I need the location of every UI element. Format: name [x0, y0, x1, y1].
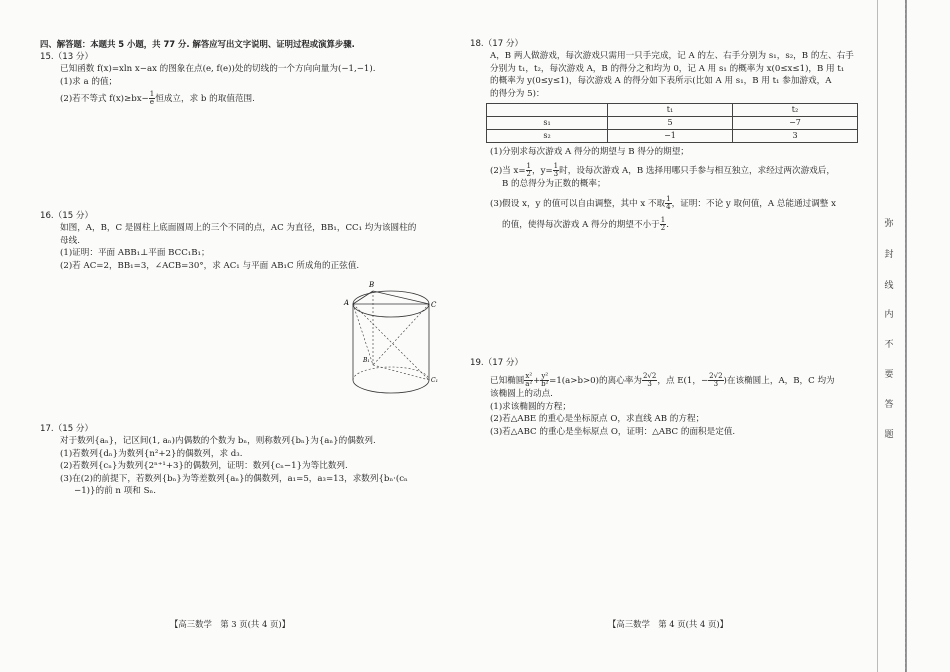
q18-stem-3: 的概率为 y(0≤y≤1)，每次游戏 A 的得分如下表所示(比如 A 用 s₁，B 用 t₁ 参加游戏，A [490, 76, 832, 87]
q15-head: 15.（13 分） [40, 52, 94, 62]
q18-head: 18.（17 分） [470, 39, 524, 49]
q19-part1: (1)求该椭圆的方程； [490, 401, 571, 412]
question-17 [40, 423, 435, 498]
q19-frac-y2: $\frac{\text{y²}}{\text{b²}}$ [541, 372, 549, 389]
footer-page-4: 【高三数学 第 4 页(共 4 页)】 [608, 619, 728, 629]
binding-char: 线 [884, 281, 894, 291]
question-18 [470, 38, 865, 232]
q15-part1: (1)求 a 的值； [60, 76, 118, 87]
table-cell: s₂ [487, 130, 608, 143]
fig-label-b: B [369, 281, 375, 289]
binding-char: 弥 [884, 219, 894, 229]
table-cell [487, 104, 608, 117]
q18-part2: (2)当 x= $\frac{1}{2}$ ，y= $\frac{1}{3}$ 时，设每次游戏 A，B 选择用哪只手参与相互独立，求经过两次游戏后， [490, 161, 835, 178]
q18-part3: (3)假设 x，y 的值可以自由调整，其中 x 不取 $\frac{1}{4}$ ，证明：不论 y 取何值，A 总能通过调整 x [490, 195, 836, 212]
q19-frac-x2: $\frac{\text{x²}}{\text{a²}}$ [525, 372, 533, 389]
q16-head: 16.（15 分） [40, 211, 94, 221]
q16-stem-2: 母线. [60, 235, 80, 246]
q15-part2-a: (2)若不等式 f(x)≥bx− [60, 94, 149, 105]
q15-fraction: $\frac{1}{e}$ [149, 90, 155, 107]
q19-part3: (3)若△ABC 的重心是坐标原点 O，证明：△ABC 的面积是定值. [490, 426, 736, 437]
q15-part2 [40, 91, 435, 106]
fig-label-c: C [431, 301, 437, 309]
q18-frac-quarter: $\frac{1}{4}$ [666, 195, 671, 212]
binding-char: 封 [884, 250, 894, 260]
q15-stem: 已知函数 f(x)=xln x−ax 的图象在点(e, f(e))处的切线的一个方向向量为(−1,−1). [60, 64, 376, 75]
q16-part1: (1)证明：平面 ABB₁⊥平面 BCC₁B₁； [60, 248, 210, 259]
fig-label-b1: B₁ [363, 357, 370, 364]
table-cell: 3 [733, 130, 858, 143]
section-title: 四、解答题：本题共 5 小题，共 77 分. 解答应写出文字说明、证明过程或演算步骤. [40, 39, 355, 49]
q19-frac-ecc: $\frac{2√2}{3}$ [642, 372, 657, 389]
binding-edge-line [877, 0, 878, 672]
q17-part2: (2)若数列{cₙ}为数列{2ⁿ⁺¹+3}的偶数列，证明：数列{cₙ−1}为等比数列. [60, 461, 348, 472]
table-cell: −1 [608, 130, 733, 143]
q19-frac-point: $\frac{2√2}{3}$ [709, 372, 723, 389]
binding-dashed-line [905, 0, 907, 672]
q19-stem-2: 该椭圆上的动点. [490, 389, 553, 400]
footer-page-3: 【高三数学 第 3 页(共 4 页)】 [170, 619, 290, 629]
q17-stem: 对于数列{aₙ}，记区间(1, aₙ)内偶数的个数为 bₙ，则称数列{bₙ}为{aₙ}的偶数列. [60, 436, 376, 447]
question-16 [40, 210, 435, 272]
binding-char: 答 [884, 400, 894, 410]
q18-stem-4: 的得分为 5)： [490, 88, 545, 99]
q17-part3-b: −1)}的前 n 项和 Sₙ. [74, 486, 156, 497]
q17-head: 17.（15 分） [40, 424, 94, 434]
table-row [487, 130, 858, 143]
cylinder-figure [343, 277, 439, 399]
score-table [486, 103, 858, 143]
fig-label-c1: C₁ [431, 377, 438, 384]
q18-part2-cont: B 的总得分为正数的概率； [502, 178, 606, 189]
q18-frac-half: $\frac{1}{2}$ [660, 216, 666, 233]
binding-char: 不 [884, 340, 894, 350]
q17-part1: (1)若数列{dₙ}为数列{n²+2}的偶数列，求 d₃. [60, 448, 243, 459]
table-row [487, 117, 858, 130]
q19-stem-1: 已知椭圆 $\frac{\text{x²}}{\text{a²}}$ + $\frac{\text{y²}}{\text{b²}}$ =1(a>b>0)的离心率为 $\frac{2√2}{3}$ ，点 E(1，− $\frac{2√2}{3}$ )在该椭圆上，A，B，C 均为 [490, 372, 835, 389]
table-cell: −7 [733, 117, 858, 130]
binding-char: 内 [884, 310, 894, 320]
table-cell: 5 [608, 117, 733, 130]
question-15 [40, 51, 435, 106]
q16-stem-1: 如图，A，B，C 是圆柱上底面圆周上的三个不同的点，AC 为直径，BB₁，CC₁ 均为该圆柱的 [60, 223, 417, 234]
section-header [40, 38, 435, 50]
q18-frac-x: $\frac{1}{2}$ [526, 161, 532, 178]
q18-part1: (1)分别求每次游戏 A 得分的期望与 B 得分的期望； [490, 147, 689, 158]
q15-part2-b: 恒成立，求 b 的取值范围. [155, 94, 255, 105]
binding-char: 题 [884, 430, 894, 440]
table-cell: s₁ [487, 117, 608, 130]
q16-part2: (2)若 AC=2，BB₁=3，∠ACB=30°，求 AC₁ 与平面 AB₁C 所成角的正弦值. [60, 260, 360, 271]
q18-stem-2: 分别为 t₁，t₂，每次游戏 A，B 的得分之和均为 0，记 A 用 s₁ 的概率为 x(0≤x≤1)，B 用 t₁ [490, 63, 845, 74]
question-19 [470, 357, 865, 438]
table-cell: t₁ [608, 104, 733, 117]
fig-label-a: A [344, 299, 350, 307]
q17-part3-a: (3)在(2)的前提下，若数列{bₙ}为等差数列{aₙ}的偶数列，a₁=5，a₃=13，求数列{bₙ·(cₙ [60, 473, 408, 484]
binding-char: 要 [884, 370, 894, 380]
table-row [487, 104, 858, 117]
table-cell: t₂ [733, 104, 858, 117]
q19-part2: (2)若△ABE 的重心是坐标原点 O，求直线 AB 的方程； [490, 414, 705, 425]
q18-frac-y: $\frac{1}{3}$ [553, 161, 559, 178]
q18-part3-cont: 的值，使得每次游戏 A 得分的期望不小于 $\frac{1}{2}$ . [502, 216, 669, 233]
q19-head: 19.（17 分） [470, 358, 524, 368]
q18-stem-1: A，B 两人做游戏，每次游戏只需用一只手完成，记 A 的左、右手分别为 s₁，s₂，B 的左、右手 [490, 51, 854, 62]
